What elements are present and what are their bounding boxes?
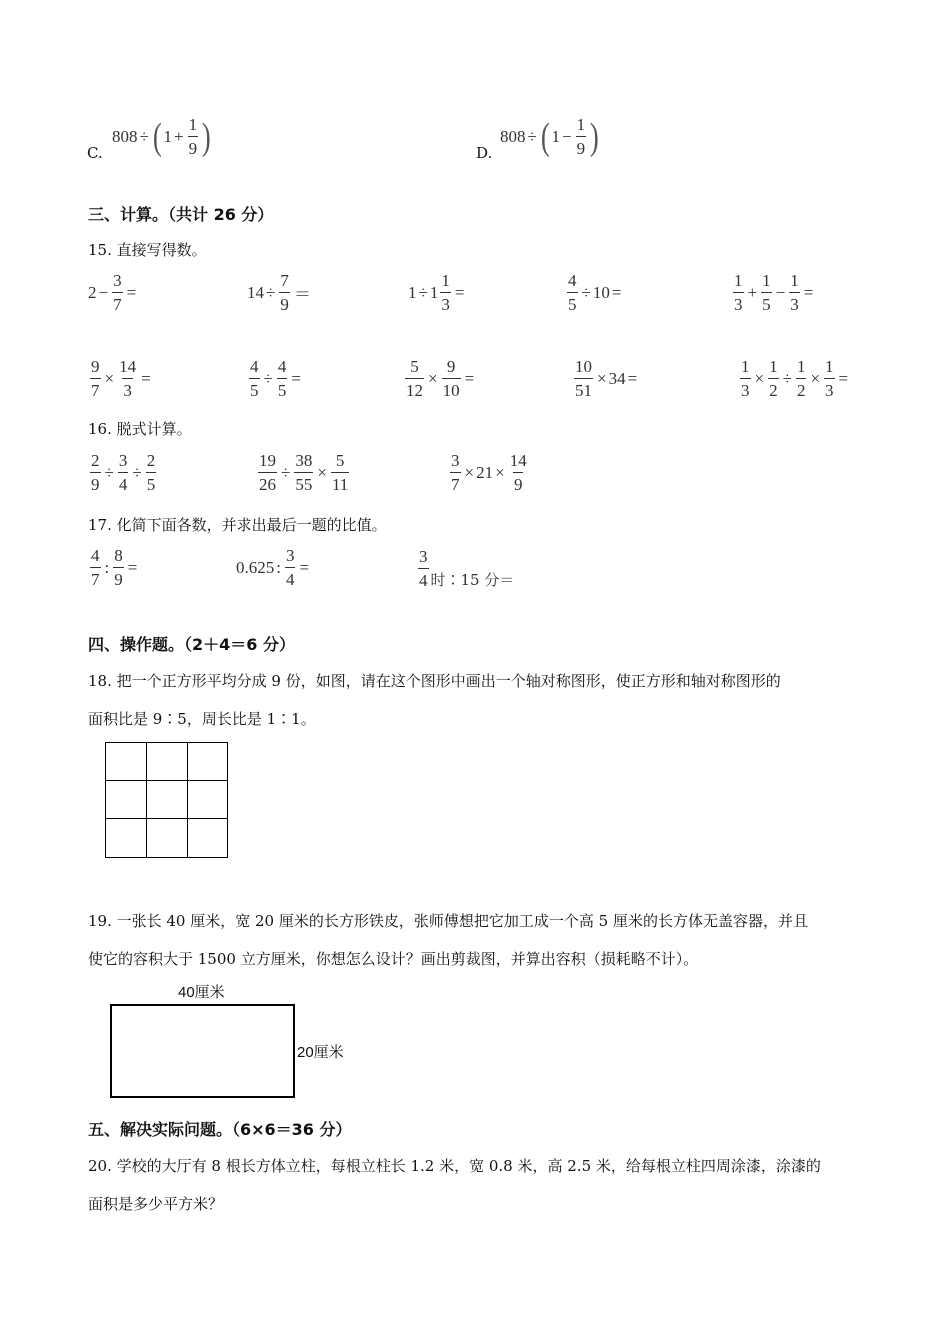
q20-line1: 20. 学校的大厅有 8 根长方体立柱，每根立柱长 1.2 米，宽 0.8 米，高 2.5 米，给每根立柱四周涂漆，涂漆的 [88, 1157, 821, 1175]
option-c-label: C. [87, 144, 103, 162]
option-c-whole: 1 [163, 126, 172, 146]
grid-cell[interactable] [188, 743, 227, 781]
q15-label: 15. 直接写得数。 [88, 241, 207, 259]
q16-e3: $\frac{3}{7}$ × 21 × $\frac{14}{9}$ [451, 451, 527, 494]
q16-e1: $\frac{2}{9}$ ÷ $\frac{3}{4}$ ÷ $\frac{2}{5}$ [91, 451, 156, 494]
iron-sheet-rectangle[interactable] [110, 1004, 295, 1098]
grid-cell[interactable] [188, 819, 227, 857]
option-c-op: ÷ [139, 126, 149, 146]
left-paren: ( [540, 115, 550, 158]
q18-line1: 18. 把一个正方形平均分成 9 份，如图，请在这个图形中画出一个轴对称图形，使正方形和轴对称图形的 [88, 672, 781, 690]
q17-e1: $\frac{4}{7}$ : $\frac{8}{9}$ = [91, 546, 138, 589]
option-d-sign: − [562, 126, 572, 146]
right-paren: ) [201, 115, 211, 158]
option-c-dividend: 808 [112, 126, 138, 146]
q16-e2: $\frac{19}{26}$ ÷ $\frac{38}{55}$ × $\frac{5}{11}$ [259, 451, 349, 494]
q15-r2-e2: $\frac{4}{5}$ ÷ $\frac{4}{5}$ = [250, 357, 301, 400]
q15-r1-e4: $\frac{4}{5}$ ÷ 10 = [568, 271, 622, 314]
option-d-label: D. [476, 144, 493, 162]
q17-label: 17. 化简下面各数，并求出最后一题的比值。 [88, 516, 387, 534]
grid-cell[interactable] [106, 781, 147, 819]
q17-e2: 0.625 : $\frac{3}{4}$ = [236, 546, 310, 589]
q15-r1-e5: $\frac{1}{3}$ + $\frac{1}{5}$ − $\frac{1}{3}$ = [734, 271, 814, 314]
q15-r1-e2: 14 ÷ $\frac{7}{9}$ ＝ [247, 271, 311, 314]
option-d-whole: 1 [551, 126, 560, 146]
option-d-op: ÷ [527, 126, 537, 146]
q15-r2-e3: $\frac{5}{12}$ × $\frac{9}{10}$ = [406, 357, 475, 400]
option-d-dividend: 808 [500, 126, 526, 146]
right-paren: ) [589, 115, 599, 158]
square-grid[interactable] [105, 742, 228, 858]
q15-r2-e4: $\frac{10}{51}$ × 34 = [575, 357, 638, 400]
q19-line1: 19. 一张长 40 厘米，宽 20 厘米的长方形铁皮，张师傅想把它加工成一个高 5 厘米的长方体无盖容器，并且 [88, 912, 808, 930]
q15-r2-e5: $\frac{1}{3}$ × $\frac{1}{2}$ ÷ $\frac{1}{2}$ × $\frac{1}{3}$ = [741, 357, 849, 400]
q15-r1-e3: 1 ÷ 1 $\frac{1}{3}$ = [408, 271, 465, 314]
option-c-sign: + [174, 126, 184, 146]
grid-cell[interactable] [106, 743, 147, 781]
option-d-expression [500, 116, 601, 157]
grid-cell[interactable] [106, 819, 147, 857]
q15-r1-e1: 2 − $\frac{3}{7}$ = [88, 271, 137, 314]
left-paren: ( [152, 115, 162, 158]
q17-e3: $\frac{3}{4}$ 时∶15 分＝ [419, 547, 515, 590]
option-d-fraction: $\frac{1}{9}$ [576, 115, 586, 158]
section4-title: 四、操作题。（2＋4＝6 分） [88, 635, 295, 654]
q18-line2: 面积比是 9∶5，周长比是 1∶1。 [88, 710, 316, 728]
section3-title: 三、计算。（共计 26 分） [88, 205, 274, 224]
rect-length-label: 40厘米 [178, 984, 225, 1001]
option-c-fraction: $\frac{1}{9}$ [188, 115, 198, 158]
section5-title: 五、解决实际问题。（6×6＝36 分） [88, 1120, 352, 1139]
grid-cell[interactable] [147, 743, 188, 781]
grid-cell[interactable] [147, 781, 188, 819]
q15-r2-e1: $\frac{9}{7}$ × $\frac{14}{3}$ = [91, 357, 151, 400]
q19-line2: 使它的容积大于 1500 立方厘米，你想怎么设计？画出剪裁图，并算出容积（损耗略不计）。 [88, 950, 699, 968]
option-c-expression [112, 116, 213, 157]
grid-cell[interactable] [188, 781, 227, 819]
grid-cell[interactable] [147, 819, 188, 857]
q16-label: 16. 脱式计算。 [88, 420, 192, 438]
q20-line2: 面积是多少平方米？ [88, 1195, 224, 1213]
rect-width-label: 20厘米 [297, 1044, 344, 1061]
